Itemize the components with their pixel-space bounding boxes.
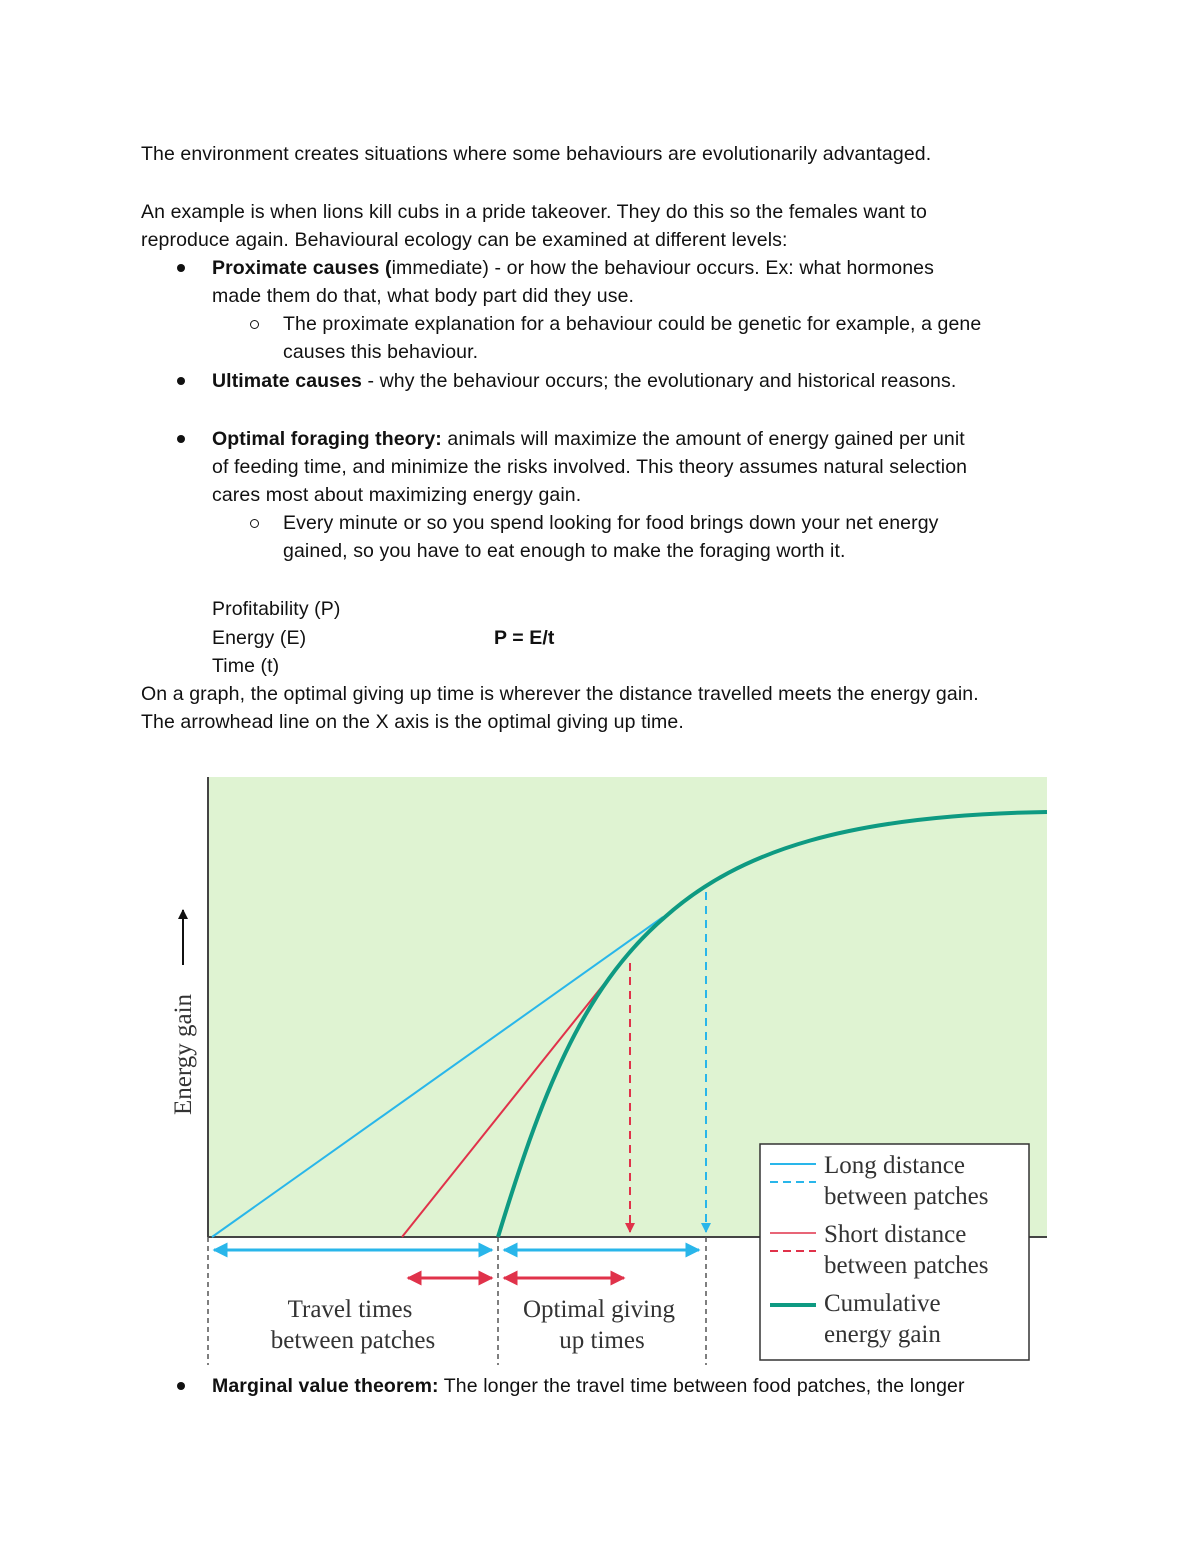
ultimate-bullet: [212, 367, 956, 395]
graph-explanation-line-1: On a graph, the optimal giving up time is wherever the distance travelled meets the energy gain.: [141, 683, 979, 705]
legend-short-label-1: Short distance: [824, 1221, 967, 1248]
optimal-bullet: [212, 425, 965, 453]
legend-long-label-1: Long distance: [824, 1152, 965, 1179]
formula-profitability: Profitability (P): [212, 598, 341, 620]
proximate-sub-line-1: The proximate explanation for a behaviour could be genetic for example, a gene: [283, 313, 982, 335]
optimal-text-line-2: of feeding time, and minimize the risks involved. This theory assumes natural selection: [212, 456, 968, 478]
legend-cumulative-label-1: Cumulative: [824, 1290, 941, 1317]
optimal-text-line-3: cares most about maximizing energy gain.: [212, 484, 582, 506]
legend-short-label-2: between patches: [824, 1252, 989, 1279]
example-paragraph-line-2: reproduce again. Behavioural ecology can be examined at different levels:: [141, 229, 788, 251]
y-axis-label: Energy gain: [170, 993, 197, 1115]
sub-bullet-icon: [250, 320, 259, 329]
optimal-sub-line-2: gained, so you have to eat enough to make the foraging worth it.: [283, 540, 846, 562]
optimal-foraging-figure: [150, 770, 1060, 1370]
bullet-icon: [177, 377, 185, 385]
proximate-bullet: [212, 254, 934, 282]
optimal-sub-line-1: Every minute or so you spend looking for food brings down your net energy: [283, 512, 939, 534]
bullet-icon: [177, 264, 185, 272]
giving-up-label-1: Optimal giving: [522, 1296, 676, 1323]
proximate-text-line-2: made them do that, what body part did they use.: [212, 285, 635, 307]
optimal-term: Optimal foraging theory:: [212, 428, 442, 450]
intro-paragraph: The environment creates situations where some behaviours are evolutionarily advantaged.: [141, 143, 932, 165]
formula-energy: Energy (E): [212, 627, 307, 649]
example-paragraph-line-1: An example is when lions kill cubs in a pride takeover. They do this so the females want to: [141, 201, 927, 223]
marginal-bullet: [212, 1372, 965, 1400]
proximate-text: immediate) - or how the behaviour occurs. Ex: what hormones: [391, 257, 934, 279]
marginal-text: The longer the travel time between food patches, the longer: [438, 1375, 965, 1397]
ultimate-term: Ultimate causes: [212, 370, 362, 392]
travel-times-label-1: Travel times: [287, 1296, 413, 1323]
travel-times-label-2: between patches: [270, 1327, 436, 1354]
sub-bullet-icon: [250, 519, 259, 528]
graph-explanation-line-2: The arrowhead line on the X axis is the optimal giving up time.: [141, 711, 684, 733]
formula-time: Time (t): [212, 655, 280, 677]
legend-cumulative-label-2: energy gain: [824, 1321, 941, 1348]
giving-up-label-2: up times: [559, 1327, 645, 1354]
bullet-icon: [177, 435, 185, 443]
marginal-term: Marginal value theorem:: [212, 1375, 439, 1397]
legend-long-label-2: between patches: [824, 1183, 989, 1210]
ultimate-text: - why the behaviour occurs; the evolutionary and historical reasons.: [362, 370, 957, 392]
proximate-sub-line-2: causes this behaviour.: [283, 341, 479, 363]
proximate-term: Proximate causes (: [212, 257, 392, 279]
optimal-text: animals will maximize the amount of energy gained per unit: [441, 428, 965, 450]
bullet-icon: [177, 1382, 185, 1390]
legend: [760, 1144, 1029, 1360]
formula-equation: P = E/t: [494, 627, 555, 649]
